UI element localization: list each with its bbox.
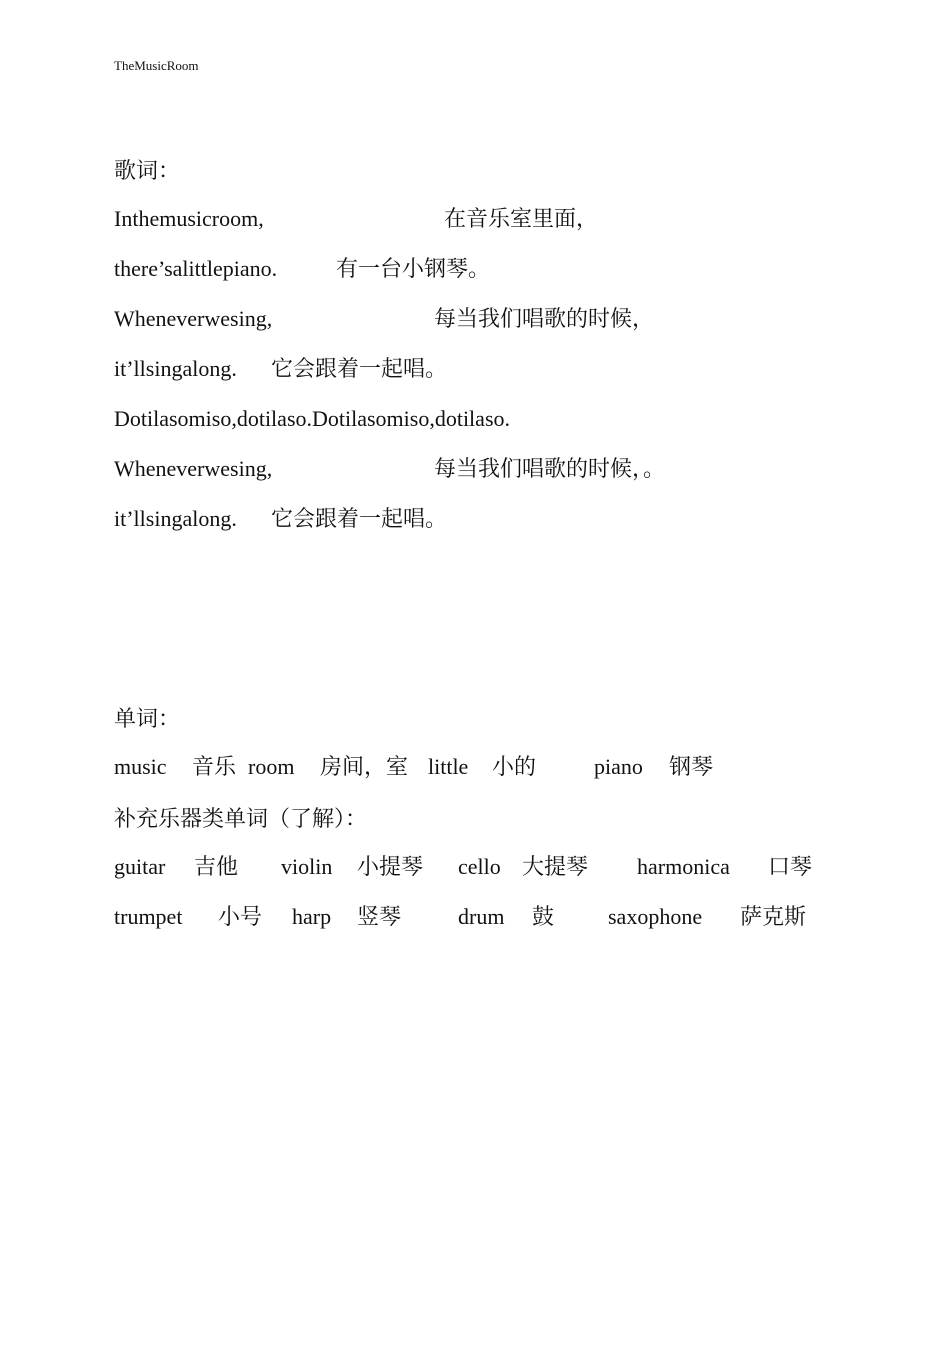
supplement-row-1	[114, 852, 834, 882]
supplement-row-2	[114, 902, 834, 932]
instrument-harmonica-zh: 口琴	[768, 854, 813, 879]
vocabulary-row	[114, 752, 834, 782]
lyric-line-5-en: Dotilasomiso,dotilaso.Dotilasomiso,dotilaso.	[114, 406, 510, 431]
supplement-heading: 补充乐器类单词（了解）：	[114, 806, 368, 831]
lyrics-heading: 歌词：	[114, 158, 181, 183]
instrument-harmonica-en: harmonica	[637, 854, 730, 879]
instrument-violin-en: violin	[281, 854, 333, 879]
instrument-drum-zh: 鼓	[532, 904, 555, 929]
page-header-title: TheMusicRoom	[114, 58, 199, 73]
instrument-cello-zh: 大提琴	[522, 854, 589, 879]
vocab-word-piano-zh: 钢琴	[669, 754, 714, 779]
vocab-word-room-zh: 房间，室	[320, 754, 409, 779]
lyric-line-4-en: it’llsingalong.	[114, 356, 237, 381]
lyric-line-6-zh: 每当我们唱歌的时候，。	[434, 456, 666, 481]
lyric-line-2	[114, 254, 834, 284]
lyric-line-2-en: there’salittlepiano.	[114, 256, 278, 281]
lyric-line-4	[114, 354, 834, 384]
instrument-trumpet-zh: 小号	[218, 904, 263, 929]
lyric-line-4-zh: 它会跟着一起唱。	[271, 356, 448, 381]
vocabulary-heading: 单词：	[114, 706, 181, 731]
instrument-drum-en: drum	[458, 904, 505, 929]
instrument-cello-en: cello	[458, 854, 501, 879]
instrument-violin-zh: 小提琴	[357, 854, 424, 879]
lyric-line-3-zh: 每当我们唱歌的时候，	[434, 306, 655, 331]
instrument-saxophone-zh: 萨克斯	[740, 904, 807, 929]
instrument-trumpet-en: trumpet	[114, 904, 183, 929]
lyric-line-3	[114, 304, 834, 334]
lyric-line-7	[114, 504, 834, 534]
vocab-word-little-en: little	[428, 754, 469, 779]
lyric-line-1-zh: 在音乐室里面，	[444, 206, 599, 231]
lyric-line-6-en: Wheneverwesing,	[114, 456, 273, 481]
instrument-harp-zh: 竖琴	[357, 904, 402, 929]
instrument-guitar-zh: 吉他	[194, 854, 239, 879]
lyric-line-5	[114, 404, 834, 434]
instrument-saxophone-en: saxophone	[608, 904, 703, 929]
vocab-word-music-zh: 音乐	[192, 754, 237, 779]
vocab-word-room-en: room	[248, 754, 295, 779]
lyric-line-2-zh: 有一台小钢琴。	[336, 256, 491, 281]
lyric-line-1-en: Inthemusicroom,	[114, 206, 264, 231]
vocab-word-piano-en: piano	[594, 754, 643, 779]
lyric-line-1	[114, 204, 834, 234]
lyric-line-7-zh: 它会跟着一起唱。	[271, 506, 448, 531]
instrument-harp-en: harp	[292, 904, 332, 929]
vocab-word-music-en: music	[114, 754, 167, 779]
vocab-word-little-zh: 小的	[492, 754, 537, 779]
instrument-guitar-en: guitar	[114, 854, 166, 879]
lyric-line-6	[114, 454, 834, 484]
lyric-line-3-en: Wheneverwesing,	[114, 306, 273, 331]
lyric-line-7-en: it’llsingalong.	[114, 506, 237, 531]
